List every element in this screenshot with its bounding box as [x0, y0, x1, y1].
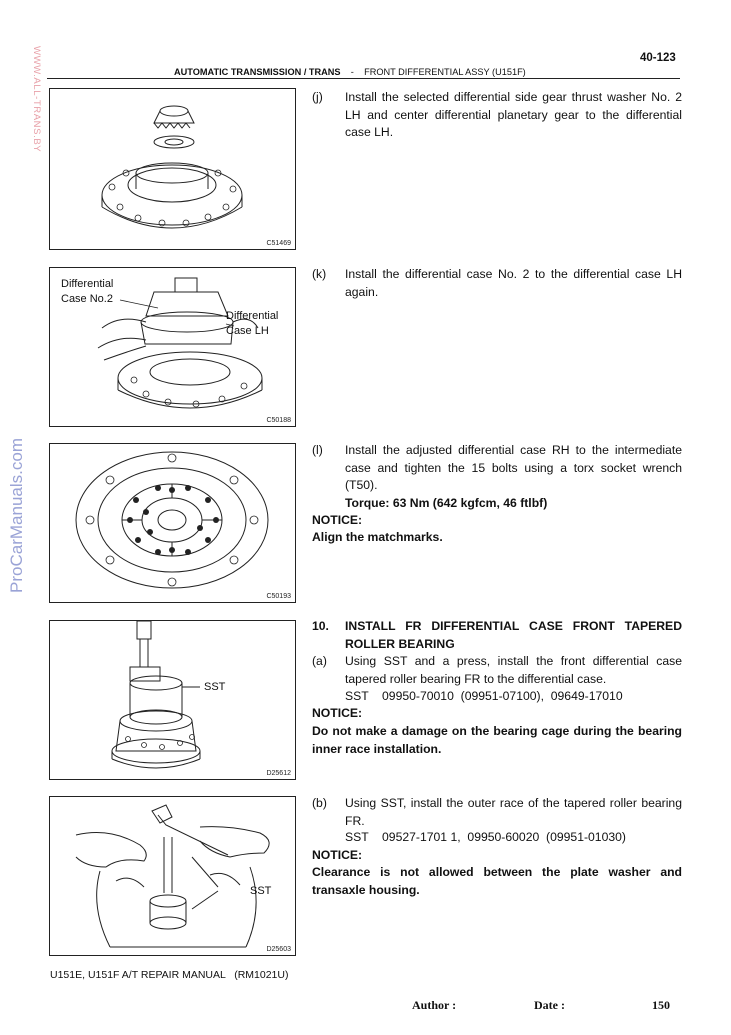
torque-spec: Torque: 63 Nm (642 kgfcm, 46 ftlbf): [345, 496, 548, 510]
figure-code: D25603: [266, 946, 291, 953]
step-text: Install the differential case No. 2 to the differential case LH again.: [345, 267, 682, 299]
step-marker: (k): [312, 267, 327, 281]
header-separator: -: [350, 67, 354, 77]
side-watermark-url: WWW.ALL-TRANS.BY: [31, 46, 42, 153]
step-marker: (j): [312, 90, 323, 104]
notice-label: NOTICE:: [312, 706, 363, 720]
step-title: INSTALL FR DIFFERENTIAL CASE FRONT TAPERED ROLLER BEARING: [345, 619, 682, 651]
manual-footer: U151E, U151F A/T REPAIR MANUAL (RM1021U): [50, 969, 289, 981]
label-differential-case-no2: Differential Case No.2: [61, 278, 114, 305]
notice-text: Do not make a damage on the bearing cage during the bearing inner race installation.: [312, 724, 682, 756]
sst-numbers: SST 09527-1701 1, 09950-60020 (09951-01030): [345, 830, 626, 844]
notice-label: NOTICE:: [312, 848, 363, 862]
figure-illustration: [50, 89, 295, 249]
figure-code: C51469: [266, 240, 291, 247]
step-text: Install the selected differential side gear thrust washer No. 2 LH and center differential planetary gear to the differential case LH.: [345, 90, 682, 139]
label-sst: SST: [204, 681, 226, 693]
step-text: Using SST, install the outer race of the tapered roller bearing FR.: [345, 796, 682, 828]
notice-text: Align the matchmarks.: [312, 530, 443, 544]
figure-code: C50193: [266, 593, 291, 600]
footer-page-number: 150: [652, 998, 670, 1012]
label-differential-case-lh: Differential Case LH: [226, 310, 279, 337]
step-text: Install the adjusted differential case RH to the intermediate case and tighten the 15 bolts using a torx socket wrench (T50).: [345, 443, 682, 492]
label-sst: SST: [250, 885, 272, 897]
page-number: 40-123: [640, 52, 676, 64]
header-subsection: FRONT DIFFERENTIAL ASSY (U151F): [364, 67, 526, 77]
figure-code: C50188: [266, 417, 291, 424]
figure-illustration: [50, 444, 295, 602]
side-watermark-brand: ProCarManuals.com: [7, 438, 26, 593]
figure-side-gear-washer: [49, 88, 296, 250]
step-marker: (a): [312, 654, 327, 668]
running-header: [174, 67, 526, 77]
notice-text: Clearance is not allowed between the plate washer and transaxle housing.: [312, 865, 682, 897]
header-section: AUTOMATIC TRANSMISSION / TRANS: [174, 67, 341, 77]
figure-code: D25612: [266, 770, 291, 777]
figure-case-no2-install: [49, 267, 296, 427]
date-label: Date :: [534, 998, 565, 1012]
figure-press-bearing: [49, 620, 296, 780]
figure-case-rh-bolts: [49, 443, 296, 603]
sst-numbers: SST 09950-70010 (09951-07100), 09649-17010: [345, 689, 623, 703]
step-text: Using SST and a press, install the front differential case tapered roller bearing FR to the differential case.: [345, 654, 682, 686]
figure-illustration: [50, 621, 295, 779]
figure-outer-race-install: [49, 796, 296, 956]
step-marker: (b): [312, 796, 327, 810]
author-label: Author :: [412, 998, 457, 1012]
notice-label: NOTICE:: [312, 513, 363, 527]
step-marker: 10.: [312, 619, 329, 633]
step-marker: (l): [312, 443, 323, 457]
header-rule: [47, 78, 680, 79]
figure-illustration: [50, 797, 295, 955]
